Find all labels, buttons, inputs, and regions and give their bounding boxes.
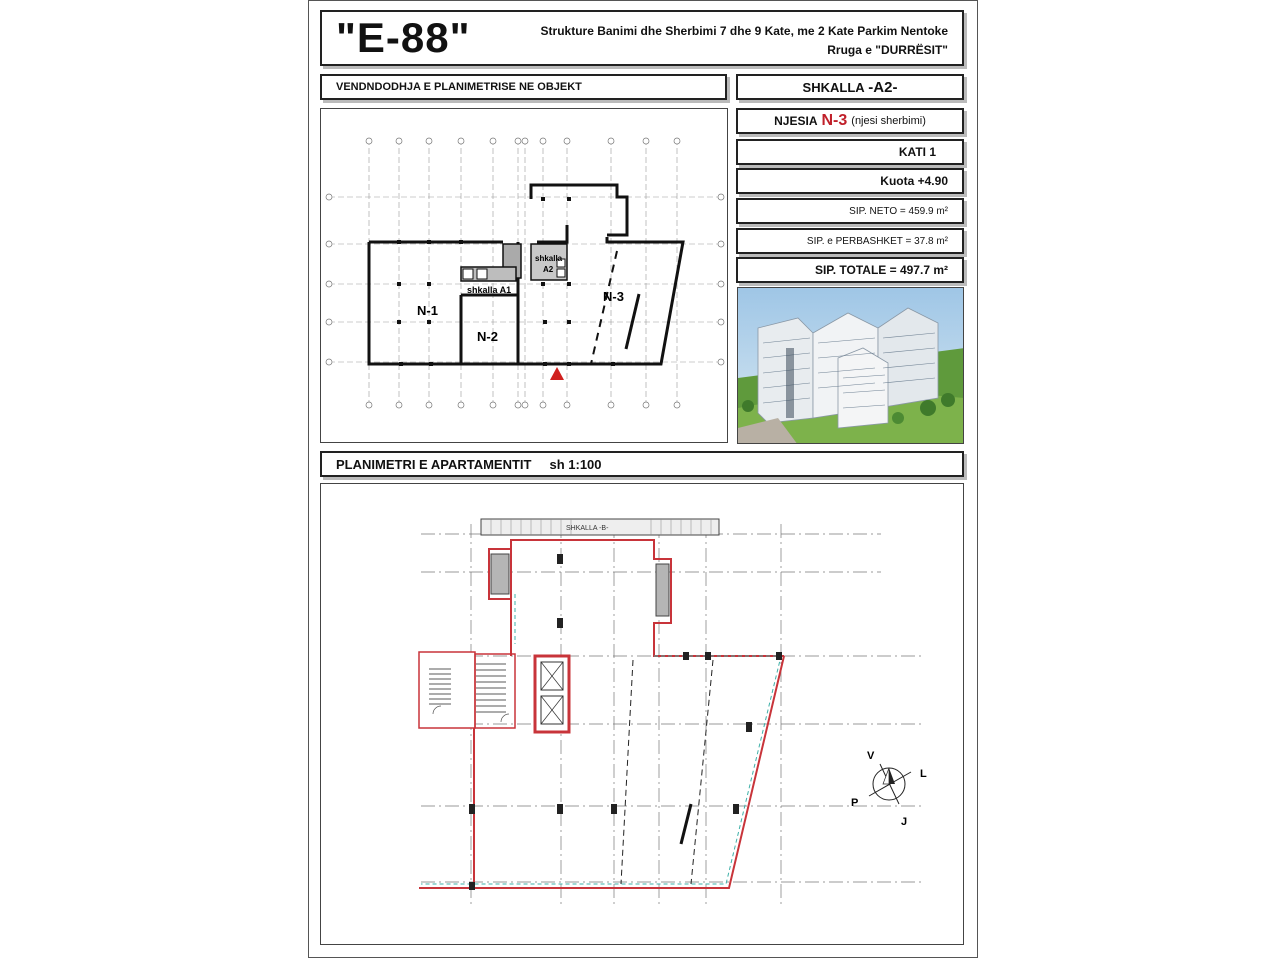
compass (851, 750, 927, 828)
njesia-label: NJESIA (774, 114, 818, 128)
location-title: VENDNDODHJA E PLANIMETRISE NE OBJEKT (320, 74, 727, 100)
njesia-value: N-3 (821, 112, 848, 129)
compass-east: L (920, 768, 927, 780)
plan-title: PLANIMETRI E APARTAMENTIT (336, 456, 532, 472)
sip-totale-field: SIP. TOTALE = 497.7 m² (736, 257, 964, 283)
keyplan-stair-a1-label: shkalla A1 (467, 285, 512, 295)
sip-perbashket-field: SIP. e PERBASHKET = 37.8 m² (736, 228, 964, 254)
building-rendering (737, 287, 964, 444)
shkalla-value: -A2- (868, 78, 898, 96)
project-description-line1: Strukture Banimi dhe Sherbimi 7 dhe 9 Kate, me 2 Kate Parkim Nentoke (540, 24, 948, 38)
location-marker-icon (550, 367, 564, 380)
floor-plan (320, 483, 964, 945)
plan-title-bar (320, 451, 964, 477)
project-description-line2: Rruga e "DURRËSIT" (827, 43, 948, 57)
compass-south: J (901, 816, 908, 828)
compass-north: V (867, 750, 875, 762)
building-rendering-image (738, 288, 964, 444)
njesia-field (736, 108, 964, 134)
project-description (541, 22, 948, 60)
keyplan-unit-n1: N-1 (417, 303, 438, 318)
floorplan-stair-label: SHKALLA -B- (566, 525, 609, 532)
shkalla-label: SHKALLA (802, 79, 865, 95)
project-code: "E-88" (336, 14, 471, 61)
keyplan-stair-a2-label-top: shkalla (535, 254, 563, 263)
keyplan-unit-n2: N-2 (477, 329, 498, 344)
compass-west: P (851, 797, 859, 809)
key-plan-drawing (321, 109, 726, 441)
title-block (320, 10, 964, 66)
kati-field: KATI 1 (736, 139, 964, 165)
keyplan-stair-a2-label-bottom: A2 (543, 265, 554, 274)
shkalla-field (736, 74, 964, 100)
keyplan-unit-n3: N-3 (603, 289, 624, 304)
key-plan (320, 108, 728, 443)
sip-neto-field: SIP. NETO = 459.9 m² (736, 198, 964, 224)
njesia-note: (njesi sherbimi) (851, 115, 926, 127)
kuota-field: Kuota +4.90 (736, 168, 964, 194)
plan-scale: sh 1:100 (549, 456, 602, 472)
floor-plan-drawing (321, 484, 962, 943)
